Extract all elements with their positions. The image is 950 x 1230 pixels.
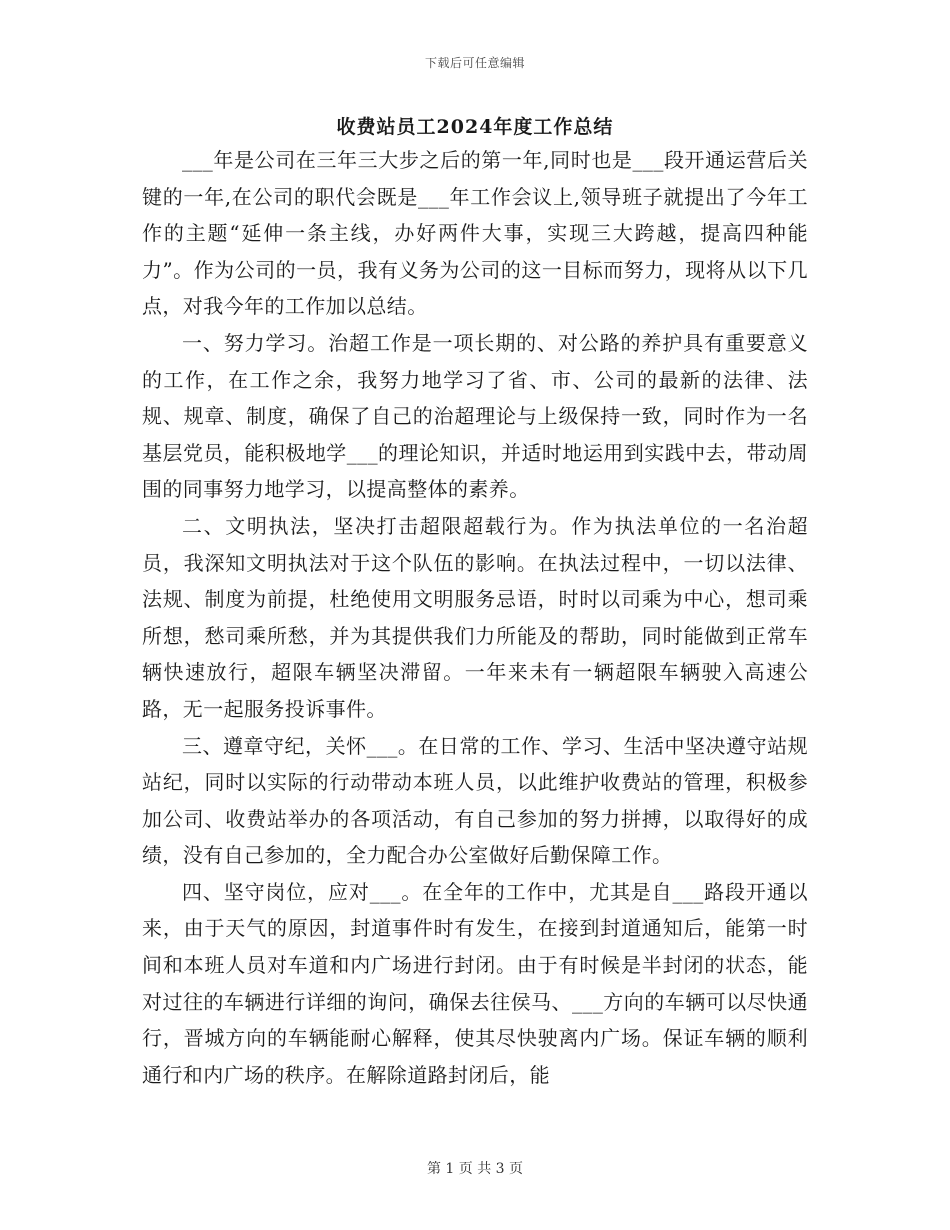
paragraph-civil-enforcement: 二、文明执法，坚决打击超限超载行为。作为执法单位的一名治超员，我深知文明执法对于这个队伍的影响。在执法过程中，一切以法律、法规、制度为前提，杜绝使用文明服务忌语，时时以司乘为中心，想司乘所想，愁司乘所愁，并为其提供我们力所能及的帮助，同时能做到正常车辆快速放行，超限车辆坚决滞留。一年来未有一辆超限车辆驶入高速公路，无一起服务投诉事件。: [142, 513, 808, 721]
paragraph-stand-post: 四、坚守岗位，应对___。在全年的工作中，尤其是自___路段开通以来，由于天气的原因，封道事件时有发生，在接到封道通知后，能第一时间和本班人员对车道和内广场进行封闭。由于有时候是半封闭的状态，能对过往的车辆进行详细的询问，确保去往侯马、___方向的车辆可以尽快通行，晋城方向的车辆能耐心解释，使其尽快驶离内广场。保证车辆的顺利通行和内广场的秩序。在解除道路封闭后，能: [142, 879, 808, 1087]
paragraph-intro: ___年是公司在三年三大步之后的第一年,同时也是___段开通运营后关键的一年,在公司的职代会既是___年工作会议上,领导班子就提出了今年工作的主题“延伸一条主线，办好两件大事，实现三大跨越，提高四种能力”。作为公司的一员，我有义务为公司的这一目标而努力，现将从以下几点，对我今年的工作加以总结。: [142, 148, 808, 319]
paragraph-discipline: 三、遵章守纪，关怀___。在日常的工作、学习、生活中坚决遵守站规站纪，同时以实际的行动带动本班人员，以此维护收费站的管理，积极参加公司、收费站举办的各项活动，有自己参加的努力拼搏，以取得好的成绩，没有自己参加的，全力配合办公室做好后勤保障工作。: [142, 733, 808, 868]
document-body: [142, 142, 808, 1093]
page-number: 第 1 页 共 3 页: [426, 1161, 524, 1177]
header-note: 下载后可任意编辑: [424, 56, 525, 70]
paragraph-study: 一、努力学习。治超工作是一项长期的、对公路的养护具有重要意义的工作，在工作之余，我努力地学习了省、市、公司的最新的法律、法规、规章、制度，确保了自己的治超理论与上级保持一致，同时作为一名基层党员，能积极地学___的理论知识，并适时地运用到实践中去，带动周围的同事努力地学习，以提高整体的素养。: [142, 330, 808, 502]
document-title: 收费站员工2024年度工作总结: [336, 116, 614, 138]
